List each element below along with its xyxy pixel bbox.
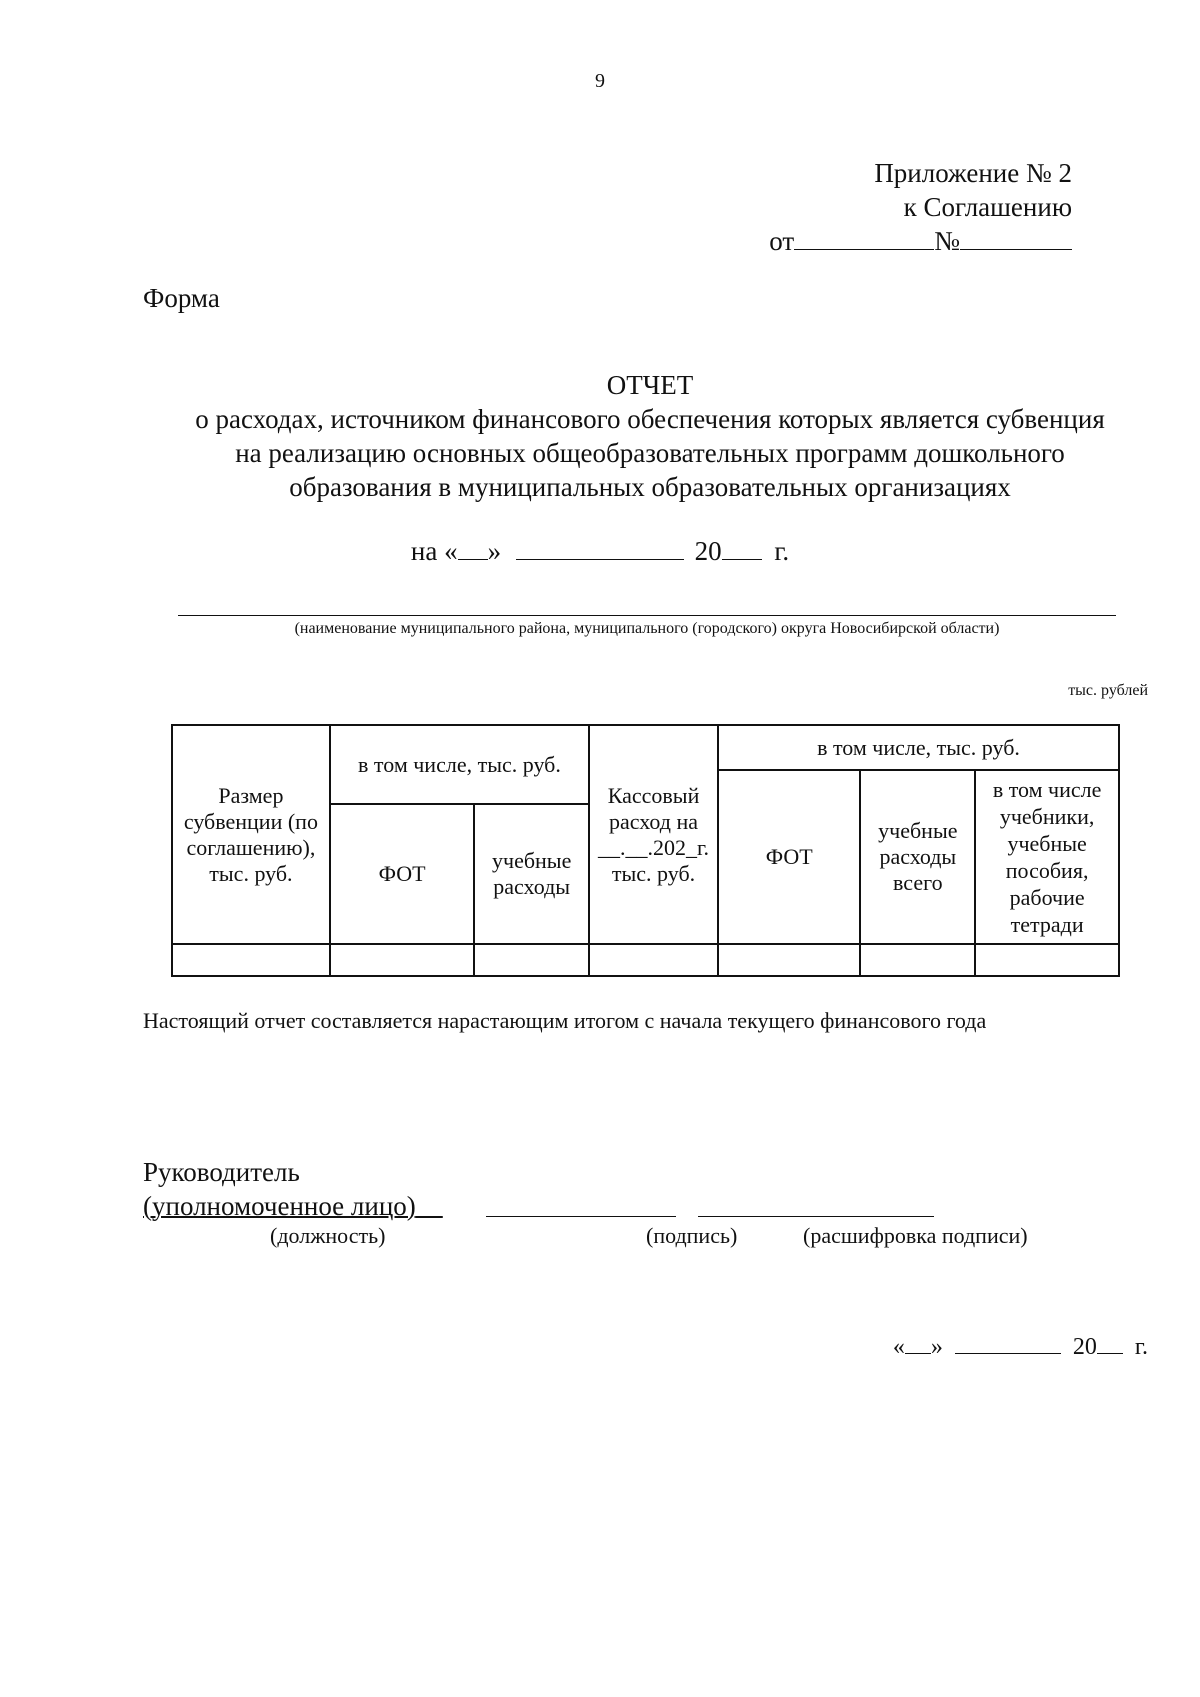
appendix-number-label: № — [934, 226, 960, 256]
report-title — [160, 368, 1140, 504]
date-month-blank[interactable] — [516, 535, 684, 560]
report-note: Настоящий отчет составляется нарастающим итогом с начала текущего финансового года — [143, 1008, 987, 1033]
date-year-prefix: 20 — [694, 536, 722, 566]
date-day-blank[interactable] — [458, 535, 488, 560]
signature-head-title: Руководитель — [143, 1157, 300, 1187]
municipality-blank-line[interactable] — [178, 615, 1116, 616]
group1-study-expenses-header: учебные расходы — [474, 804, 589, 944]
appendix-date-blank[interactable] — [794, 225, 934, 250]
report-title-line2: на реализацию основных общеобразовательных программ дошкольного — [235, 438, 1065, 468]
date-year-blank[interactable] — [722, 535, 762, 560]
group2-fot-header: ФОТ — [718, 770, 860, 944]
appendix-title: Приложение № 2 — [874, 158, 1072, 188]
date-prefix: на « — [410, 536, 458, 566]
report-date-line — [0, 535, 1200, 567]
signature-decode-line[interactable] — [698, 1216, 934, 1217]
appendix-from-label: от — [769, 226, 795, 256]
group2-textbooks-header: в том числе учебники, учебные пособия, рабочие тетради — [975, 770, 1119, 944]
bottom-date-day-blank[interactable] — [905, 1333, 931, 1354]
decode-caption: (расшифровка подписи) — [803, 1223, 1028, 1248]
date-quote-close: » — [487, 536, 502, 566]
municipality-caption: (наименование муниципального района, муниципального (городского) округа Новосибирской области) — [294, 620, 1000, 637]
signature-block — [143, 1155, 443, 1223]
group1-fot-header: ФОТ — [330, 804, 474, 944]
signature-authorized-person: (уполномоченное лицо) — [143, 1191, 416, 1221]
appendix-agreement: к Соглашению — [903, 192, 1072, 222]
group2-study-expenses-header: учебные расходы всего — [860, 770, 975, 944]
report-table — [171, 724, 1120, 977]
bottom-date-year-blank[interactable] — [1097, 1333, 1123, 1354]
table-cell[interactable] — [860, 944, 975, 976]
report-title-line1: о расходах, источником финансового обеспечения которых является субвенция — [195, 404, 1105, 434]
table-cell[interactable] — [589, 944, 718, 976]
bottom-date: « » 20 г. — [892, 1334, 1148, 1360]
table-row — [172, 944, 1119, 976]
table-cell[interactable] — [474, 944, 589, 976]
report-title-main: ОТЧЕТ — [606, 370, 694, 400]
signature-line[interactable] — [486, 1216, 676, 1217]
table-cell[interactable] — [718, 944, 860, 976]
form-label: Форма — [143, 283, 220, 313]
signature-caption: (подпись) — [646, 1223, 738, 1248]
units-label: тыс. рублей — [1068, 682, 1148, 699]
appendix-date-number — [769, 224, 1072, 258]
position-caption: (должность) — [270, 1223, 386, 1248]
subvention-size-header: Размер субвенции (по соглашению), тыс. руб. — [172, 725, 330, 944]
bottom-date-month-blank[interactable] — [955, 1333, 1061, 1354]
table-cell[interactable] — [975, 944, 1119, 976]
appendix-number-blank[interactable] — [960, 225, 1072, 250]
table-cell[interactable] — [172, 944, 330, 976]
page-number: 9 — [595, 70, 605, 92]
appendix-header — [769, 156, 1072, 258]
report-title-line3: образования в муниципальных образовательных организациях — [289, 472, 1011, 502]
table-cell[interactable] — [330, 944, 474, 976]
group2-header: в том числе, тыс. руб. — [718, 725, 1119, 770]
date-suffix: г. — [774, 536, 790, 566]
cash-expense-header: Кассовый расход на __.__.202_г. тыс. руб. — [589, 725, 718, 944]
group1-header: в том числе, тыс. руб. — [330, 725, 589, 804]
